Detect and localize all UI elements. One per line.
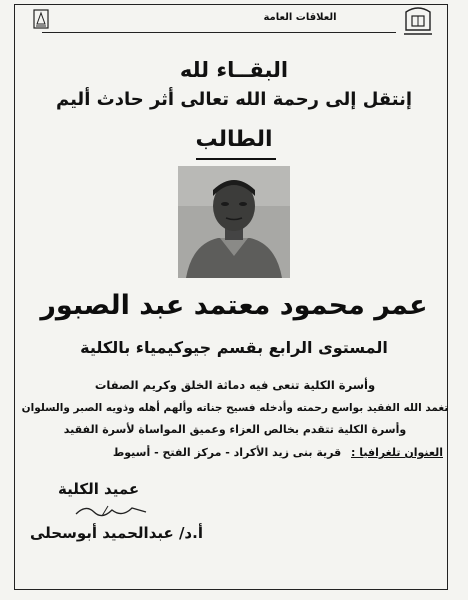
student-portrait-photo: [178, 166, 290, 278]
university-emblem-icon: [32, 8, 50, 30]
handwritten-signature-icon: [72, 500, 152, 522]
telegraph-address: [110, 446, 443, 459]
header-divider: [42, 32, 396, 33]
condolence-subheadline: إنتقل إلى رحمة الله تعالى أثر حادث أليم: [55, 89, 413, 110]
condolence-text-line-2: تغمد الله الفقيد بواسع رحمته وأدخله فسيح جناته وألهم أهله وذويه الصبر والسلوان: [21, 402, 449, 414]
role-title: الطالب: [195, 127, 273, 152]
signatory-name: أ.د/ عبدالحميد أبوسحلى: [30, 524, 203, 542]
condolence-text-line-1: وأسرة الكلية تنعى فيه دماثة الخلق وكريم الصفات: [94, 378, 376, 392]
condolence-headline: البقــاء لله: [179, 58, 289, 82]
address-value: قرية بنى زيد الأكراد - مركز الفتح - أسيوط: [112, 446, 342, 459]
deceased-name: عمر محمود معتمد عبد الصبور: [40, 290, 428, 321]
condolence-text-line-3: وأسرة الكلية تتقدم بخالص العزاء وعميق المواساة لأسرة الفقيد: [63, 423, 407, 436]
college-logo-icon: [398, 6, 438, 38]
signatory-title: عميد الكلية: [58, 480, 140, 498]
department-label: العلاقات العامة: [263, 12, 337, 23]
academic-level: المستوى الرابع بقسم جيوكيمياء بالكلية: [80, 338, 388, 357]
address-label: العنوان تلغرافيا :: [351, 446, 443, 459]
role-title-underline: [196, 158, 276, 160]
